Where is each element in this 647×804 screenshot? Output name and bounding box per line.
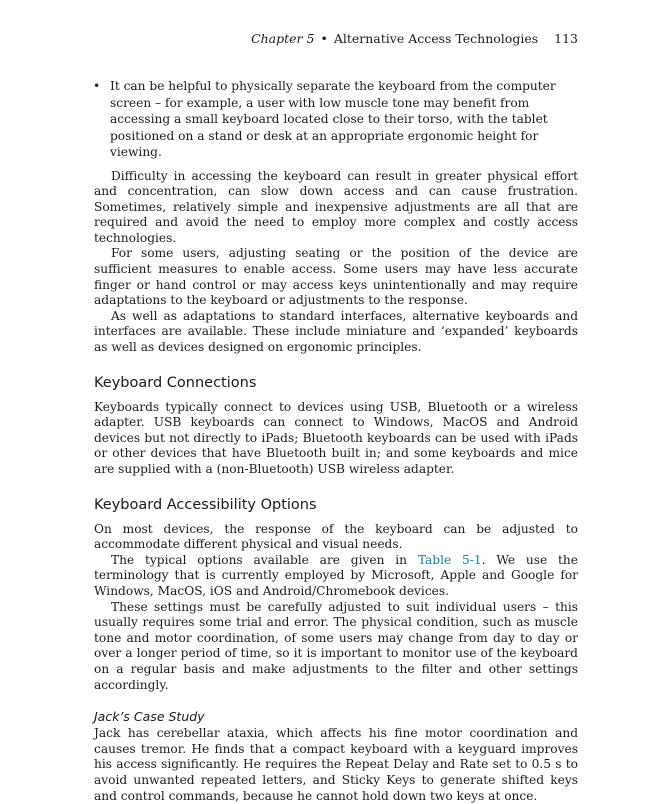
running-head-title: Alternative Access Technologies	[333, 31, 539, 46]
accessibility-p2-after: . We use the terminology that is currently employed by Microsoft, Apple and Google for Windows, MacOS, iOS and Android/Chromebook devices.	[94, 552, 578, 598]
bullet-text: It can be helpful to physically separate the keyboard from the computer screen – for example, a user with low muscle tone may benefit from accessing a small keyboard located close to their torso, with the tablet positioned on a stand or desk at an appropriate ergonomic height for viewing.	[110, 79, 556, 159]
page	[94, 30, 578, 804]
page-number: 113	[554, 31, 578, 46]
heading-keyboard-accessibility-options: Keyboard Accessibility Options	[94, 496, 317, 513]
intro-paragraph-2: For some users, adjusting seating or the position of the device are sufficient measures to enable access. Some users may have less accurate finger or hand control or may access keys unintentionally and may require adaptations to the keyboard or adjustments to the response.	[94, 246, 578, 308]
accessibility-p2-before: The typical options available are given in	[111, 552, 418, 567]
running-head	[94, 30, 578, 48]
bullet-marker: •	[93, 79, 101, 93]
intro-paragraph-1: Difficulty in accessing the keyboard can result in greater physical effort and concentration, can slow down access and can cause frustration. Sometimes, relatively simple and inexpensive adjustments are all that are required and avoid the need to employ more complex and costly access technologies.	[94, 168, 578, 245]
case-study-paragraph: Jack has cerebellar ataxia, which affects his fine motor coordination and causes tremor. He finds that a compact keyboard with a keyguard improves his access significantly. He requires the Repeat Delay and Rate set to 0.5 s to avoid unwanted repeated letters, and Sticky Keys to generate shifted keys and control commands, because he cannot hold down two keys at once.	[94, 726, 578, 803]
connections-paragraph: Keyboards typically connect to devices using USB, Bluetooth or a wireless adapter. USB keyboards can connect to Windows, MacOS and Android devices but not directly to iPads; Bluetooth keyboards can be used with iPads or other devices that have Bluetooth built in; and some keyboards and mice are supplied with a (non-Bluetooth) USB wireless adapter.	[94, 399, 578, 476]
accessibility-paragraph-3: These settings must be carefully adjusted to suit individual users – this usually requires some trial and error. The physical condition, such as muscle tone and motor coordination, of some users may change from day to day or over a longer period of time, so it is important to monitor use of the keyboard on a regular basis and make adjustments to the filter and other settings accordingly.	[94, 599, 578, 692]
intro-paragraph-3: As well as adaptations to standard interfaces, alternative keyboards and interfaces are available. These include miniature and ‘expanded’ keyboards as well as devices designed on ergonomic principles.	[94, 308, 578, 355]
bullet-item	[94, 78, 578, 161]
heading-case-study: Jack’s Case Study	[94, 709, 205, 725]
accessibility-paragraph-2	[94, 553, 578, 600]
accessibility-paragraph-1: On most devices, the response of the keyboard can be adjusted to accommodate different physical and visual needs.	[94, 521, 578, 552]
heading-keyboard-connections: Keyboard Connections	[94, 374, 257, 391]
table-5-1-link[interactable]: Table 5-1	[417, 552, 482, 567]
running-head-chapter: Chapter 5	[251, 31, 315, 46]
running-head-separator: •	[320, 31, 328, 46]
